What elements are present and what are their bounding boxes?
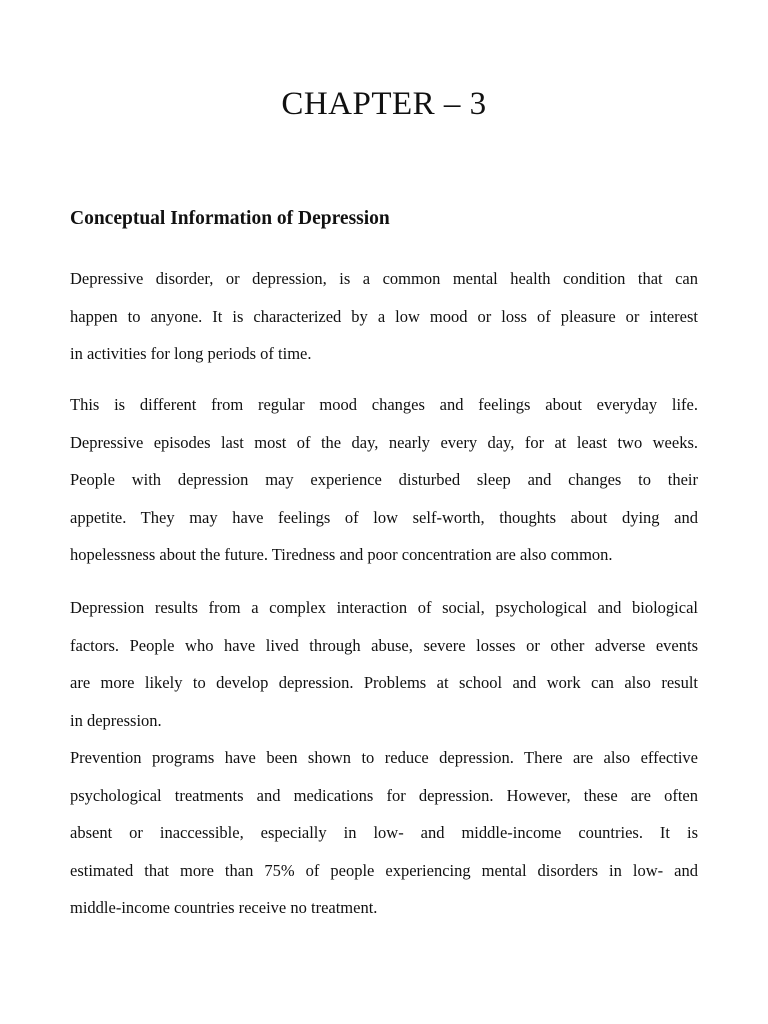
- paragraph-line: Depression results from a complex interaction of social, psychological and biological: [70, 598, 698, 617]
- paragraph-line: factors. People who have lived through abuse, severe losses or other adverse events: [70, 635, 698, 655]
- paragraph-line: estimated that more than 75% of people experiencing mental disorders in low- and: [70, 860, 698, 880]
- paragraph-line: in activities for long periods of time.: [70, 344, 312, 363]
- paragraph-line: in depression.: [70, 710, 162, 730]
- paragraph-4: [70, 739, 698, 927]
- paragraph-line: hopelessness about the future. Tiredness and poor concentration are also common.: [70, 545, 613, 564]
- paragraph-2: [70, 386, 698, 574]
- paragraph-line: absent or inaccessible, especially in low- and middle-income countries. It is: [70, 823, 698, 842]
- section-heading: Conceptual Information of Depression: [70, 208, 390, 229]
- paragraph-line: happen to anyone. It is characterized by a low mood or loss of pleasure or interest: [70, 306, 698, 326]
- paragraph-line: This is different from regular mood changes and feelings about everyday life.: [70, 395, 698, 414]
- paragraph-line: Depressive disorder, or depression, is a common mental health condition that can: [70, 269, 698, 288]
- paragraph-line: People with depression may experience disturbed sleep and changes to their: [70, 470, 698, 489]
- paragraph-line: middle-income countries receive no treatment.: [70, 898, 378, 917]
- paragraph-line: Prevention programs have been shown to reduce depression. There are also effective: [70, 748, 698, 767]
- paragraph-line: psychological treatments and medications for depression. However, these are often: [70, 785, 698, 805]
- paragraph-line: Depressive episodes last most of the day, nearly every day, for at least two weeks.: [70, 432, 698, 452]
- paragraph-1: [70, 260, 698, 373]
- paragraph-3: [70, 589, 698, 739]
- paragraph-line: appetite. They may have feelings of low self-worth, thoughts about dying and: [70, 507, 698, 527]
- chapter-title: CHAPTER – 3: [281, 86, 487, 122]
- paragraph-line: are more likely to develop depression. Problems at school and work can also result: [70, 673, 698, 692]
